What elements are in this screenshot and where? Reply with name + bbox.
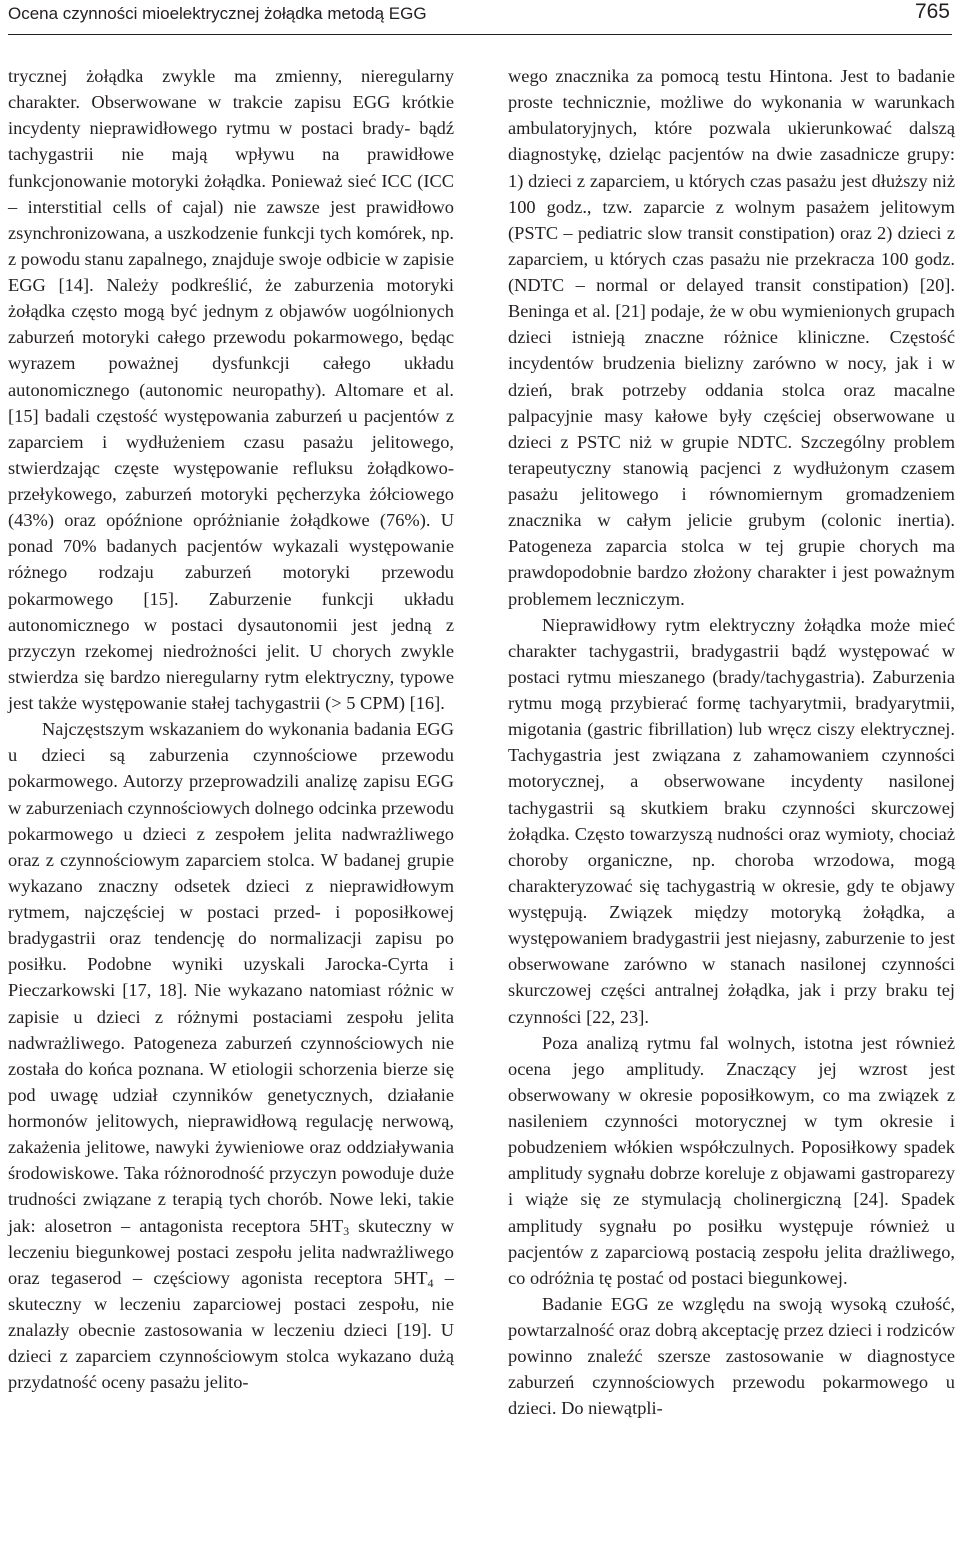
text-segment: Najczęstszym wskazaniem do wykonania badania EGG u dzieci są zaburzenia czynnościowe przewodu pokarmowego. Autorzy przeprowadzili analizę zapisu EGG w zaburzeniach czynnościowych dolnego odcinka przewodu pokarmowego u dzieci z zespołem jelita nadwrażliwego oraz z czynnościowym zaparciem stolca. W badanej grupie wykazano znaczny odsetek dzieci z nieprawidłowym rytmem, najczęściej w postaci przed- i poposiłkowej bradygastrii oraz tendencję do normalizacji zapisu po posiłku. Podobne wyniki uzyskali Jarocka-Cyrta i Pieczarkowski [17, 18]. Nie wykazano natomiast różnic w zapisie u dzieci z różnymi postaciami zespołu jelita nadwrażliwego. Patogeneza zaburzeń czynnościowych nie została do końca poznana. W etiologii schorzenia bierze się pod uwagę udział czynników genetycznych, działanie hormonów jelitowych, nieprawidłową regulację nerwową, zakażenia jelitowe, nawyki żywieniowe oraz oddziaływania środowiskowe. Taka różnorodność przyczyn powoduje duże trudności związane z terapią tych chorób. Nowe leki, takie jak: alosetron – antagonista receptora 5HT: [8, 719, 454, 1236]
running-title: Ocena czynności mioelektrycznej żołądka metodą EGG: [8, 4, 427, 23]
paragraph: Badanie EGG ze względu na swoją wysoką czułość, powtarzalność oraz dobrą akceptację przez dzieci i rodziców powinno znaleźć szersze zastosowanie w diagnostyce zaburzeń czynnościowych przewodu pokarmowego u dzieci. Do niewątpli-: [508, 1293, 955, 1419]
running-header: [8, 0, 952, 28]
page-number: 765: [914, 0, 950, 23]
subscript: 4: [427, 1275, 434, 1290]
subscript: 3: [343, 1223, 350, 1238]
paragraph: trycznej żołądka zwykle ma zmienny, nieregularny charakter. Obserwowane w trakcie zapisu EGG krótkie incydenty nieprawidłowego rytmu w postaci brady- bądź tachygastrii nie mają wpływu na prawidłowe funkcjonowanie motoryki żołądka. Ponieważ sieć ICC (ICC – interstitial cells of cajal) nie zawsze jest prawidłowo zsynchronizowana, a uszkodzenie funkcji tych komórek, np. z powodu stanu zapalnego, znajduje swoje odbicie w zapisie EGG [14]. Należy podkreślić, że zaburzenia motoryki żołądka często mogą być jednym z objawów uogólnionych zaburzeń motoryki całego przewodu pokarmowego, będąc wyrazem poważnej dysfunkcji całego układu autonomicznego (autonomic neuropathy). Altomare et al. [15] badali częstość występowania zaburzeń u pacjentów z zaparciem i wydłużeniem czasu pasażu jelitowego, stwierdzając częste występowanie refluksu żołądkowo-przełykowego, zaburzeń motoryki pęcherzyka żółciowego (43%) oraz opóźnione opróżnianie żołądkowe (76%). U ponad 70% badanych pacjentów wykazali występowanie różnego rodzaju zaburzeń motoryki przewodu pokarmowego [15]. Zaburzenie funkcji układu autonomicznego w postaci dysautonomii jest jedną z przyczyn rzekomej niedrożności jelit. U chorych zwykle stwierdza się bardzo nieregularny rytm elektryczny, typowe jest także występowanie stałej tachygastrii (> 5 CPM) [16].: [8, 66, 454, 713]
paragraph: Poza analizą rytmu fal wolnych, istotna jest również ocena jego amplitudy. Znaczący jej wzrost jest obserwowany w okresie poposiłkowym, co ma związek z nasileniem czynności motorycznej w tym okresie i pobudzeniem włókien współczulnych. Poposiłkowy spadek amplitudy sygnału dobrze koreluje z objawami gastroparezy i wiąże się ze stymulacją cholinergiczną [24]. Spadek amplitudy sygnału po posiłku występuje również u pacjentów z zaparciową postacią zespołu jelita drażliwego, co odróżnia tę postać od postaci biegunkowej.: [508, 1032, 955, 1288]
paragraph: [8, 716, 454, 1395]
right-column: [508, 63, 955, 1422]
text-segment: skuteczny w leczeniu biegunkowej postaci zespołu jelita nadwrażliwego oraz tegaserod – częściowy agonista receptora 5HT: [8, 1215, 454, 1288]
header-divider: [8, 34, 952, 35]
paragraph: Nieprawidłowy rytm elektryczny żołądka może mieć charakter tachygastrii, bradygastrii bądź występować w postaci rytmu mieszanego (brady/tachygastria). Zaburzenia rytmu mogą przybierać formę tachyarytmii, bradyarytmii, migotania (gastric fibrillation) lub wręcz ciszy elektrycznej. Tachygastria jest związana z zahamowaniem czynności motorycznej, a obserwowane incydenty nasilonej tachygastrii są skutkiem braku czynności skurczowej żołądka. Często towarzyszą nudności oraz wymioty, chociaż choroby organiczne, np. choroba wrzodowa, mogą charakteryzować się tachygastrią w okresie, gdy te objawy występują. Związek między motoryką żołądka, a występowaniem bradygastrii jest niejasny, zaburzenie to jest obserwowane zarówno w stanach nasilonej czynności skurczowej części antralnej żołądka, jak i przy braku tej czynności [22, 23].: [508, 614, 955, 1027]
paragraph: wego znacznika za pomocą testu Hintona. Jest to badanie proste technicznie, możliwe do wykonania w warunkach ambulatoryjnych, które pozwala ukierunkować dalszą diagnostykę, dzieląc pacjentów na dwie zasadnicze grupy: 1) dzieci z zaparciem, u których czas pasażu jest dłuższy niż 100 godz., tzw. zaparcie z wolnym pasażem jelitowym (PSTC – pediatric slow transit constipation) oraz 2) dzieci z zaparciem, u których czas pasażu nie przekracza 100 godz. (NDTC – normal or delayed transit constipation) [20]. Beninga et al. [21] podaje, że w obu wymienionych grupach dzieci istnieją znaczne różnice kliniczne. Częstość incydentów brudzenia bielizny zarówno w nocy, jak i w dzień, brak potrzeby oddania stolca oraz macalne palpacyjnie masy kałowe były częściej obserwowane u dzieci z PSTC niż w grupie NDTC. Szczególny problem terapeutyczny stanowią pacjenci z wydłużonym czasem pasażu jelitowego i równomiernym gromadzeniem znacznika w całym jelicie grubym (colonic inertia). Patogeneza zaparcia stolca w tej grupie chorych ma prawdopodobnie bardzo złożony charakter i jest poważnym problemem leczniczym.: [508, 66, 955, 609]
left-column: [8, 63, 454, 1395]
text-segment: – skuteczny w leczeniu zaparciowej postaci zespołu, nie znalazły obecnie zastosowania w leczeniu dzieci [19]. U dzieci z zaparciem czynnościowym stolca wykazano dużą przydatność oceny pasażu jelito-: [8, 1267, 454, 1393]
